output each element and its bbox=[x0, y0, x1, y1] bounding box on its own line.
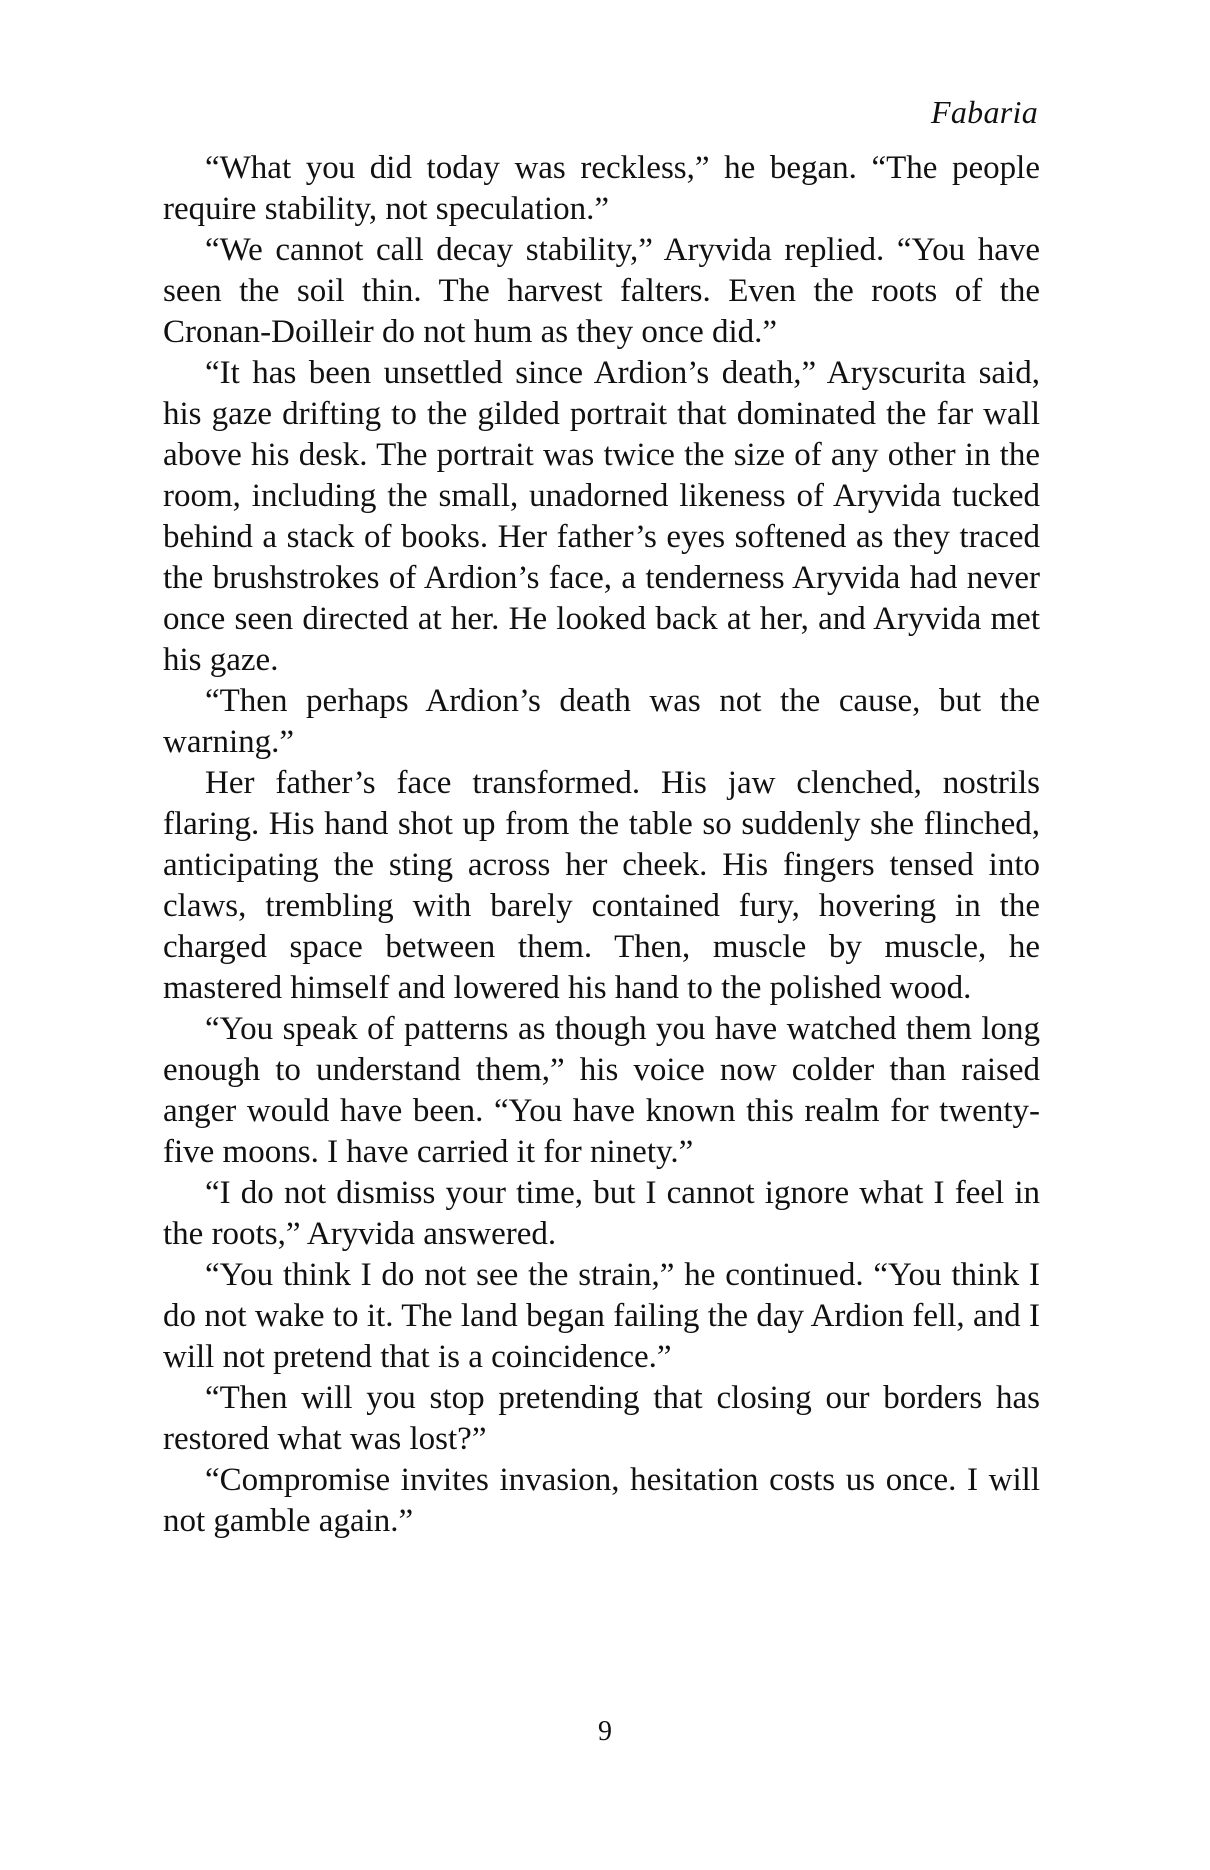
body-text bbox=[163, 148, 1040, 1542]
page-number: 9 bbox=[598, 1716, 612, 1747]
paragraph: “We cannot call decay stability,” Aryvida replied. “You have seen the soil thin. The harvest falters. Even the roots of the Cronan-Doilleir do not hum as they once did.” bbox=[163, 232, 1040, 350]
paragraph: “You speak of patterns as though you have watched them long enough to understand them,” his voice now colder than raised anger would have been. “You have known this realm for twenty-five moons. I have carried it for ninety.” bbox=[163, 1011, 1040, 1170]
paragraph: “Then will you stop pretending that closing our borders has restored what was lost?” bbox=[163, 1380, 1040, 1457]
paragraph: “Compromise invites invasion, hesitation costs us once. I will not gamble again.” bbox=[163, 1462, 1040, 1539]
paragraph: “You think I do not see the strain,” he continued. “You think I do not wake to it. The land began failing the day Ardion fell, and I will not pretend that is a coincidence.” bbox=[163, 1257, 1040, 1375]
paragraph: “Then perhaps Ardion’s death was not the cause, but the warning.” bbox=[163, 683, 1040, 760]
paragraph: Her father’s face transformed. His jaw clenched, nostrils flaring. His hand shot up from the table so suddenly she flinched, anticipating the sting across her cheek. His fingers tensed into claws, trembling with barely contained fury, hovering in the charged space between them. Then, muscle by muscle, he mastered himself and lowered his hand to the polished wood. bbox=[163, 765, 1040, 1006]
paragraph: “I do not dismiss your time, but I cannot ignore what I feel in the roots,” Aryvida answered. bbox=[163, 1175, 1040, 1252]
running-header-title: Fabaria bbox=[931, 94, 1038, 130]
paragraph: “It has been unsettled since Ardion’s death,” Aryscurita said, his gaze drifting to the gilded portrait that dominated the far wall above his desk. The portrait was twice the size of any other in the room, including the small, unadorned likeness of Aryvida tucked behind a stack of books. Her father’s eyes softened as they traced the brushstrokes of Ardion’s face, a tenderness Aryvida had never once seen directed at her. He looked back at her, and Aryvida met his gaze. bbox=[163, 355, 1040, 678]
paragraph: “What you did today was reckless,” he began. “The people require stability, not speculation.” bbox=[163, 150, 1040, 227]
